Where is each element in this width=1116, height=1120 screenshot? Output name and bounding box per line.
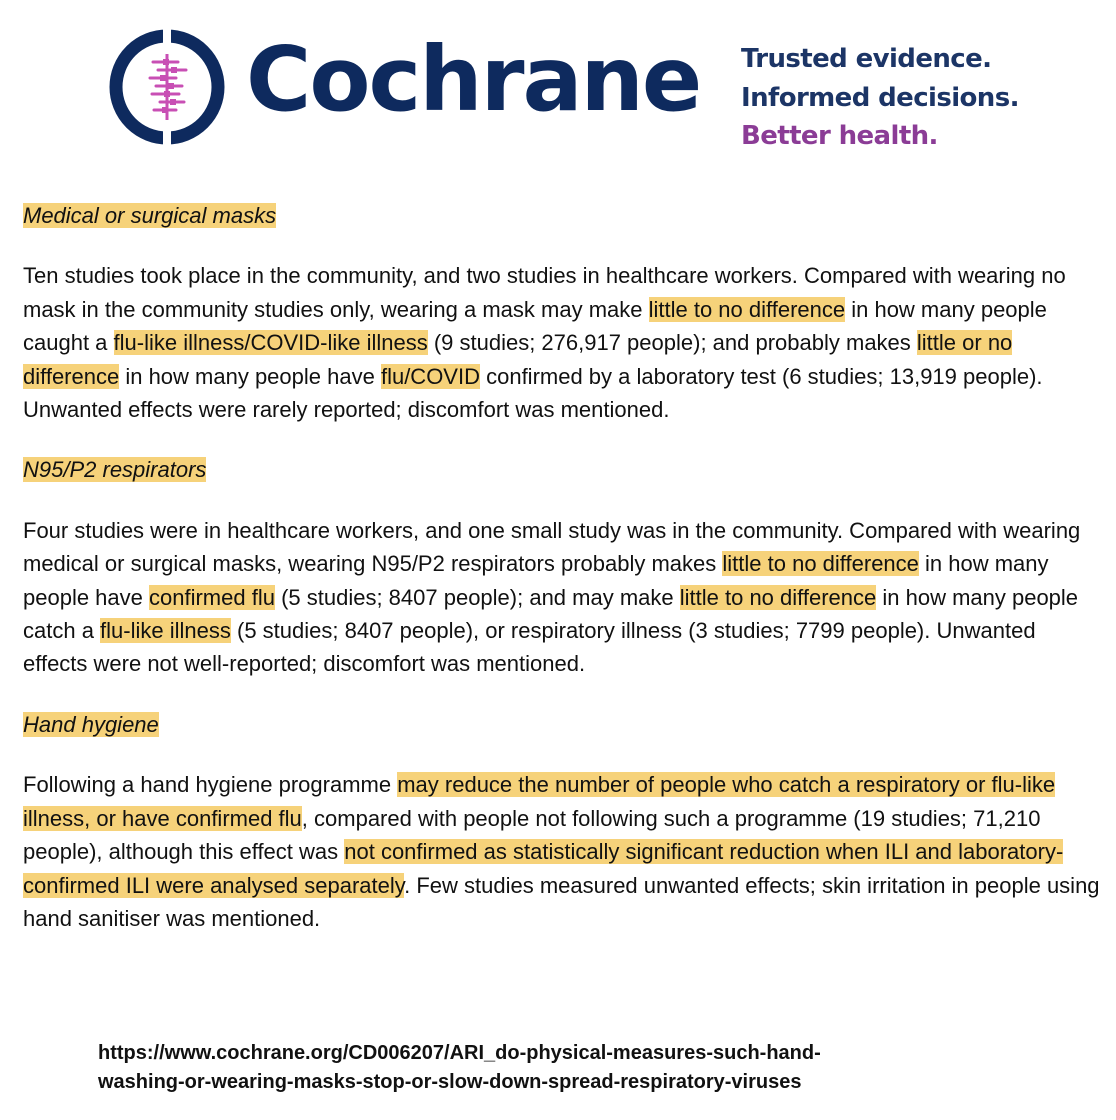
- source-url: [98, 1039, 1018, 1097]
- document-body: [23, 199, 1103, 962]
- tagline-line-2: Informed decisions.: [741, 82, 1019, 113]
- tagline: [741, 40, 1019, 156]
- highlighted-text: flu-like illness: [100, 618, 231, 644]
- text-segment: in how many people caught a: [23, 296, 1047, 356]
- text-segment: (5 studies; 8407 people); and may make: [274, 584, 680, 610]
- text-segment: . Few studies measured unwanted effects; skin irritation in people using hand sanitiser was mentioned.: [23, 872, 1100, 931]
- highlighted-text: may reduce the number of people who catch a respiratory or flu-like illness, or have confirmed flu: [23, 772, 1056, 831]
- section-heading: [23, 199, 1103, 232]
- brand-wordmark: Cochrane: [246, 27, 701, 131]
- section-heading: [23, 708, 1103, 741]
- text-segment: in how many people have: [23, 551, 1049, 610]
- source-url-line-1: https://www.cochrane.org/CD006207/ARI_do-physical-measures-such-hand-: [98, 1042, 821, 1064]
- text-segment: in how many people have: [119, 363, 381, 389]
- text-segment: in how many people catch a: [23, 584, 1079, 644]
- highlighted-text: little to no difference: [648, 296, 846, 322]
- section-paragraph: [23, 514, 1103, 681]
- tagline-line-3: Better health.: [741, 121, 938, 151]
- heading-text: Medical or surgical masks: [23, 203, 277, 228]
- highlighted-text: confirmed flu: [149, 584, 275, 610]
- highlighted-text: not confirmed as statistically significant reduction when ILI and laboratory-confirmed ILI were analysed separately: [23, 839, 1064, 898]
- text-segment: Ten studies took place in the community, and two studies in healthcare workers. Compared with wearing no mask in the community studies only, wearing a mask may make: [23, 263, 1066, 322]
- section-paragraph: [23, 259, 1103, 426]
- text-segment: (9 studies; 276,917 people); and probably makes: [427, 330, 917, 356]
- source-url-line-2: washing-or-wearing-masks-stop-or-slow-down-spread-respiratory-viruses: [98, 1071, 802, 1093]
- text-segment: , compared with people not following such a programme (19 studies; 71,210 people), although this effect was: [23, 805, 1041, 865]
- text-segment: confirmed by a laboratory test (6 studies; 13,919 people). Unwanted effects were rarely reported; discomfort was mentioned.: [23, 363, 1043, 423]
- text-segment: Four studies were in healthcare workers, and one small study was in the community. Compared with wearing medical or surgical masks, wearing N95/P2 respirators probably makes: [23, 517, 1081, 577]
- highlighted-text: little or no difference: [23, 330, 1013, 389]
- section-heading: [23, 453, 1103, 486]
- header: [0, 0, 1116, 175]
- highlighted-text: little to no difference: [722, 551, 919, 577]
- cochrane-forest-plot-logo-icon: [108, 28, 226, 146]
- tagline-line-1: Trusted evidence.: [741, 44, 992, 74]
- highlighted-text: little to no difference: [679, 584, 877, 610]
- highlighted-text: flu-like illness/COVID-like illness: [113, 330, 428, 356]
- heading-text: Hand hygiene: [23, 711, 159, 737]
- text-segment: Following a hand hygiene programme: [23, 772, 398, 798]
- text-segment: (5 studies; 8407 people), or respiratory illness (3 studies; 7799 people). Unwanted effects were not well-reported; discomfort was mentioned.: [23, 618, 1036, 677]
- section-paragraph: [23, 768, 1103, 935]
- highlighted-text: flu/COVID: [380, 363, 480, 389]
- heading-text: N95/P2 respirators: [23, 457, 207, 483]
